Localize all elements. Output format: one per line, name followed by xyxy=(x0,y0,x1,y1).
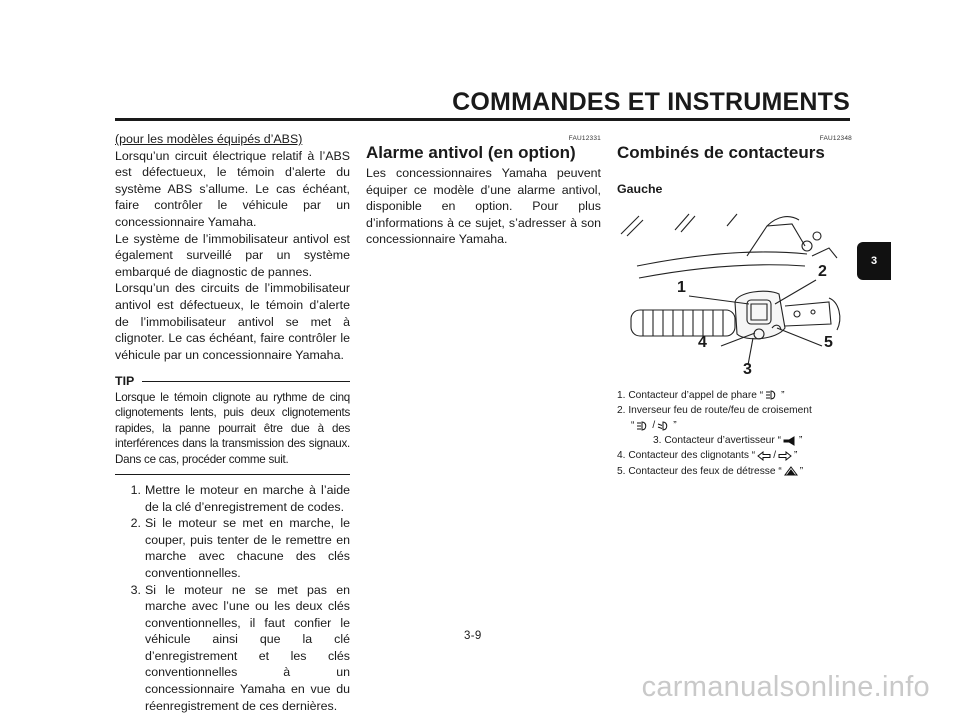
section-title-switches: Combinés de contacteurs xyxy=(617,143,825,162)
high-beam-icon xyxy=(765,390,779,400)
page-number: 3-9 xyxy=(464,630,482,642)
callout-4: 4 xyxy=(698,333,707,351)
step-text: Si le moteur se met en marche, le couper, puis tenter de le remettre en marche avec chacune des clés conventionnelles. xyxy=(145,516,350,580)
handlebar-switch-illustration xyxy=(617,206,852,378)
step-number: 2. xyxy=(130,516,141,531)
high-beam-icon xyxy=(636,421,650,431)
column-right xyxy=(617,131,852,479)
abs-paragraph: Lorsqu’un circuit électrique relatif à l’ABS est défectueux, le témoin d’alerte du système ABS s’allume. Le cas échéant, faire contrôler le véhicule par un concessionnaire Yamaha. xyxy=(115,148,350,229)
section-code: FAU12331 xyxy=(568,135,601,142)
turn-left-icon xyxy=(757,451,771,461)
procedure-step xyxy=(115,582,350,715)
procedure-steps xyxy=(115,482,350,714)
watermark: carmanualsonline.info xyxy=(641,671,930,703)
legend-item-4: 4. Contacteur des clignotants “ / ” xyxy=(617,450,798,462)
handlebar-drawing xyxy=(617,206,852,378)
legend-item-3: 3. Contacteur d’avertisseur “ ” xyxy=(653,435,803,447)
procedure-step xyxy=(115,482,350,515)
column-left xyxy=(115,131,350,714)
callout-1: 1 xyxy=(677,278,686,296)
legend-item-2: 2. Inverseur feu de route/feu de croisement xyxy=(617,404,812,416)
tip-text: Lorsque le témoin clignote au rythme de cinq clignotements lents, puis deux clignotements rapides, la panne pourrait être due à des interférences dans la transmission des signaux. Dans ce cas, procéder comme suit. xyxy=(115,390,350,466)
callout-3: 3 xyxy=(743,360,752,378)
legend-item-1: 1. Contacteur d’appel de phare “ ” xyxy=(617,389,785,401)
low-beam-icon xyxy=(657,421,671,431)
header-rule xyxy=(115,118,850,121)
horn-icon xyxy=(783,436,797,446)
turn-right-icon xyxy=(778,451,792,461)
immobilizer-paragraph: Le système de l’immobilisateur antivol est également surveillé par un système embarqué de diagnostic de pannes. xyxy=(115,231,350,279)
hazard-icon xyxy=(784,466,798,476)
section-title-alarm: Alarme antivol (en option) xyxy=(366,143,576,162)
procedure-step xyxy=(115,515,350,581)
legend-item-2-symbols: “ / ” xyxy=(631,420,677,431)
alarm-paragraph: Les concessionnaires Yamaha peuvent équiper ce modèle d’une alarme antivol, disponible en option. Pour plus d’informations à ce sujet, s’adresser à son concessionnaire Yamaha. xyxy=(366,166,601,247)
section-code: FAU12348 xyxy=(819,135,852,142)
column-middle xyxy=(366,131,601,248)
abs-heading: (pour les modèles équipés d’ABS) xyxy=(115,132,303,146)
page-header-title: COMMANDES ET INSTRUMENTS xyxy=(452,88,850,116)
step-text: Mettre le moteur en marche à l’aide de la clé d’enregistrement de codes. xyxy=(145,482,350,514)
chapter-tab[interactable]: 3 xyxy=(857,242,891,280)
callout-5: 5 xyxy=(824,333,833,351)
legend-item-5: 5. Contacteur des feux de détresse “ ” xyxy=(617,465,804,477)
tip-rule xyxy=(142,381,350,382)
subsection-left: Gauche xyxy=(617,182,663,196)
tip-end-rule xyxy=(115,474,350,475)
illustration-legend xyxy=(617,388,852,479)
tip-heading xyxy=(115,373,350,390)
callout-2: 2 xyxy=(818,262,827,280)
step-number: 3. xyxy=(130,582,141,597)
step-text: Si le moteur ne se met pas en marche avec l’une ou les deux clés conventionnelles, il faut confier le véhicule ainsi que la clé d’enregistrement et les clés conventionnelles à un concessionnaire Yamaha en vue du réenregistrement de ces dernières. xyxy=(145,582,350,713)
tip-label: TIP xyxy=(115,374,135,389)
immobilizer-paragraph-2: Lorsqu’un des circuits de l’immobilisateur antivol est défectueux, le témoin d’alerte de l’immobilisateur antivol se met à clignoter. Le cas échéant, faire contrôler le véhicule par un concessionnaire Yamaha. xyxy=(115,281,350,362)
step-number: 1. xyxy=(130,482,141,497)
